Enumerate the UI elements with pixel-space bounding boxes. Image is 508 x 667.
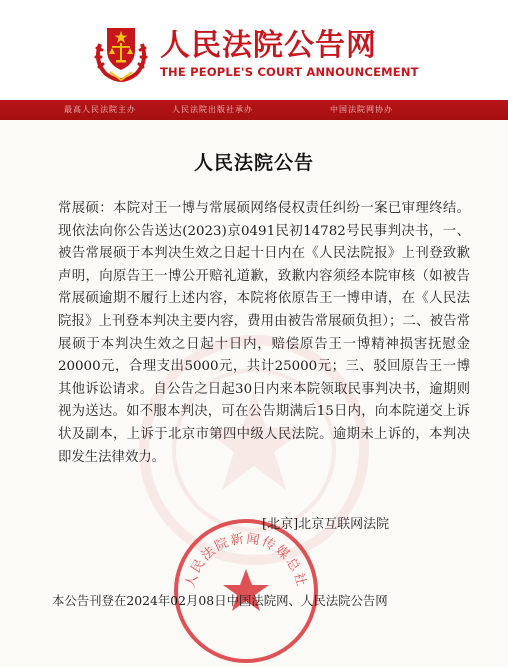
court-signature: [北京]北京互联网法院 — [262, 517, 390, 532]
svg-text:人民法院新闻传媒总社: 人民法院新闻传媒总社 — [183, 531, 309, 590]
site-header — [0, 0, 508, 100]
band-text-mid: 人民法院出版社承办 — [172, 105, 253, 114]
notice-paragraph: 常展硕：本院对王一博与常展硕网络侵权责任纠纷一案已审理终结。现依法向你公告送达(2023)京0491民初14782号民事判决书，一、被告常展硕于本判决生效之日起十日内在《人民法院报》上刊登致歉声明，向原告王一博公开赔礼道歉，致歉内容须经本院审核（如被告常展硕逾期不履行上述内容，本院将依原告王一博申请，在《人民法院报》上刊登本判决主要内容，费用由被告常展硕负担）；二、被告常展硕于本判决生效之日起十日内，赔偿原告王一博精神损害抚慰金20000元，合理支出5000元，共计25000元；三、驳回原告王一博其他诉讼请求。自公告之日起30日内来本院领取民事判决书，逾期则视为送达。如不服本判决，可在公告期满后15日内，向本院递交上诉状及副本，上诉于北京市第四中级人民法院。逾期未上诉的，本判决即发生法律效力。 — [58, 201, 470, 465]
site-title: 人民法院公告网 — [160, 28, 377, 63]
band-text-left: 最高人民法院主办 — [64, 105, 136, 114]
notice-title: 人民法院公告 — [193, 152, 314, 174]
band-text-right: 中国法院网协办 — [330, 105, 393, 114]
court-emblem-icon — [92, 20, 150, 82]
publication-footer: 本公告刊登在2024年02月08日中国法院网、人民法院公告网 — [52, 593, 388, 608]
site-subtitle: THE PEOPLE'S COURT ANNOUNCEMENT — [160, 65, 419, 79]
notice-body — [58, 198, 470, 469]
header-band — [0, 100, 508, 120]
